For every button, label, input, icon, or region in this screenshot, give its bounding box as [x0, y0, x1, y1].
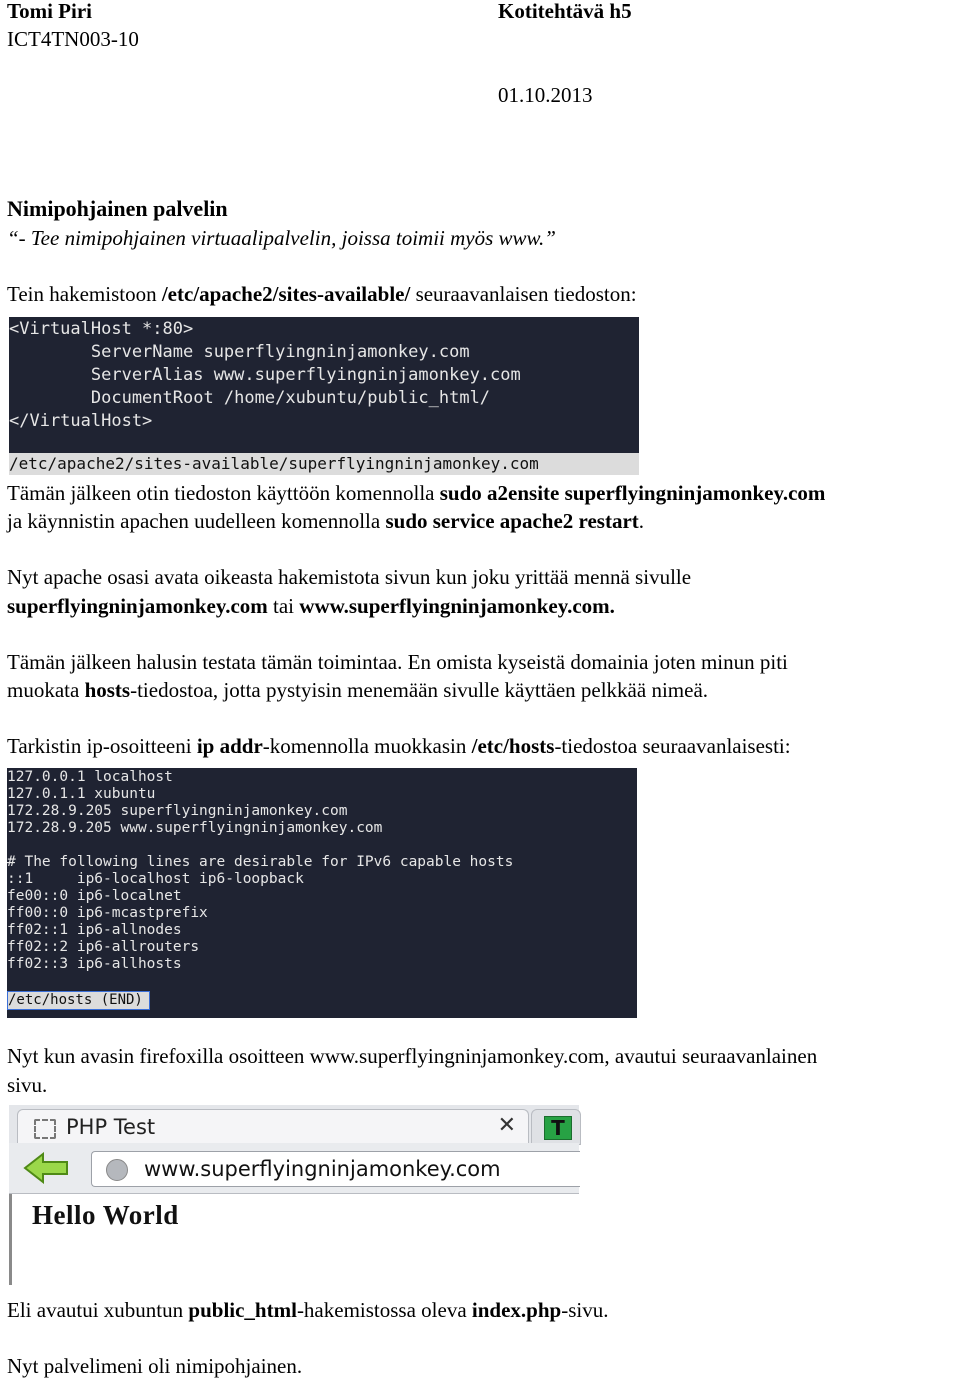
address-bar[interactable] — [91, 1151, 580, 1187]
hosts-line: ::1 ip6-localhost ip6-loopback — [7, 871, 304, 887]
address-bar-url: www.superflyingninjamonkey.com — [144, 1157, 501, 1181]
p3-domain-2: www.superflyingninjamonkey.com. — [299, 594, 615, 618]
tab-php-test[interactable] — [17, 1109, 529, 1144]
hosts-file-status: /etc/hosts (END) — [7, 991, 150, 1010]
page-heading: Hello World — [32, 1200, 179, 1230]
p3-domain-1: superflyingninjamonkey.com — [7, 594, 268, 618]
p2-cmd-a2ensite: sudo a2ensite superflyingninjamonkey.com — [439, 481, 826, 505]
hosts-line: # The following lines are desirable for IPv6 capable hosts — [7, 854, 514, 870]
p5-path: /etc/hosts — [471, 734, 555, 758]
p5-text-b: -komennolla muokkasin — [262, 734, 472, 758]
hosts-line: 127.0.0.1 localhost — [7, 769, 173, 785]
hosts-line: ff02::2 ip6-allrouters — [7, 939, 200, 955]
hosts-line: ff00::0 ip6-mcastprefix — [7, 905, 208, 921]
document-date: 01.10.2013 — [498, 83, 593, 107]
back-arrow-icon[interactable] — [23, 1152, 69, 1184]
vhost-line: DocumentRoot /home/xubuntu/public_html/ — [9, 388, 491, 408]
section-heading: Nimipohjainen palvelin — [7, 196, 228, 221]
paragraph-5 — [7, 732, 791, 760]
hosts-line: 172.28.9.205 superflyingninjamonkey.com — [7, 803, 348, 819]
paragraph-2-line-1 — [7, 479, 825, 507]
p1-text-a: Tein hakemistoon — [7, 282, 162, 306]
close-icon[interactable]: ✕ — [497, 1113, 516, 1138]
document-title: Kotitehtävä h5 — [498, 0, 632, 23]
p4-text-a: muokata — [7, 678, 85, 702]
p2-text-b: ja käynnistin apachen uudelleen komennolla — [7, 509, 386, 533]
navigation-bar — [9, 1143, 579, 1194]
p2-text-a: Tämän jälkeen otin tiedoston käyttöön komennolla — [7, 481, 440, 505]
p5-text-c: -tiedostoa seuraavanlaisesti: — [554, 734, 791, 758]
p5-cmd: ip addr — [196, 734, 263, 758]
p1-path: /etc/apache2/sites-available/ — [161, 282, 411, 306]
p7-text-b: -hakemistossa oleva — [296, 1298, 472, 1322]
p2-text-c: . — [638, 509, 645, 533]
page-content — [9, 1194, 582, 1285]
vhost-file-status: /etc/apache2/sites-available/superflyingninjamonkey.com — [9, 453, 639, 475]
hosts-line: 127.0.1.1 xubuntu — [7, 786, 156, 802]
paragraph-1 — [7, 280, 637, 308]
extension-icon: T — [544, 1116, 572, 1140]
tab-bar — [9, 1105, 579, 1143]
author-name: Tomi Piri — [7, 0, 92, 23]
paragraph-4-line-2 — [7, 676, 708, 704]
hosts-file-screenshot — [7, 768, 637, 1018]
p4-hosts: hosts — [84, 678, 131, 702]
p4-text-b: -tiedostoa, jotta pystyisin menemään sivulle käyttäen pelkkää nimeä. — [130, 678, 709, 702]
vhost-line: ServerName superflyingninjamonkey.com — [9, 342, 470, 362]
hosts-line: ff02::3 ip6-allhosts — [7, 956, 182, 972]
p2-cmd-restart: sudo service apache2 restart — [385, 509, 639, 533]
paragraph-7 — [7, 1296, 608, 1324]
paragraph-6-line-1: Nyt kun avasin firefoxilla osoitteen www.superflyingninjamonkey.com, avautui seuraavanlainen — [7, 1044, 818, 1068]
paragraph-4-line-1: Tämän jälkeen halusin testata tämän toimintaa. En omista kyseistä domainia joten minun piti — [7, 650, 788, 674]
p7-text-c: -sivu. — [561, 1298, 609, 1322]
page-icon — [34, 1119, 56, 1139]
hosts-line: 172.28.9.205 www.superflyingninjamonkey.com — [7, 820, 383, 836]
extension-tab[interactable] — [531, 1109, 581, 1145]
tab-title: PHP Test — [66, 1115, 156, 1139]
vhost-line: </VirtualHost> — [9, 411, 153, 431]
p7-text-a: Eli avautui xubuntun — [7, 1298, 189, 1322]
p5-text-a: Tarkistin ip-osoitteeni — [7, 734, 197, 758]
vhost-line: ServerAlias www.superflyingninjamonkey.com — [9, 365, 521, 385]
hosts-line: fe00::0 ip6-localnet — [7, 888, 182, 904]
paragraph-3-line-1: Nyt apache osasi avata oikeasta hakemistota sivun kun joku yrittää mennä sivulle — [7, 565, 692, 589]
task-quote: “- Tee nimipohjainen virtuaalipalvelin, joissa toimii myös www.” — [7, 226, 556, 250]
p1-text-b: seuraavanlaisen tiedoston: — [410, 282, 637, 306]
paragraph-6-line-2: sivu. — [7, 1073, 48, 1097]
course-code: ICT4TN003-10 — [7, 27, 139, 51]
paragraph-8: Nyt palvelimeni oli nimipohjainen. — [7, 1354, 303, 1378]
browser-screenshot — [9, 1105, 579, 1285]
vhost-line: <VirtualHost *:80> — [9, 319, 194, 339]
p7-dir: public_html — [188, 1298, 297, 1322]
hosts-line: ff02::1 ip6-allnodes — [7, 922, 182, 938]
p7-file: index.php — [471, 1298, 562, 1322]
paragraph-3-line-2 — [7, 592, 615, 620]
paragraph-2-line-2 — [7, 507, 644, 535]
vhost-config-screenshot — [9, 317, 639, 475]
globe-icon — [106, 1159, 128, 1181]
p3-text-mid: tai — [267, 594, 300, 618]
